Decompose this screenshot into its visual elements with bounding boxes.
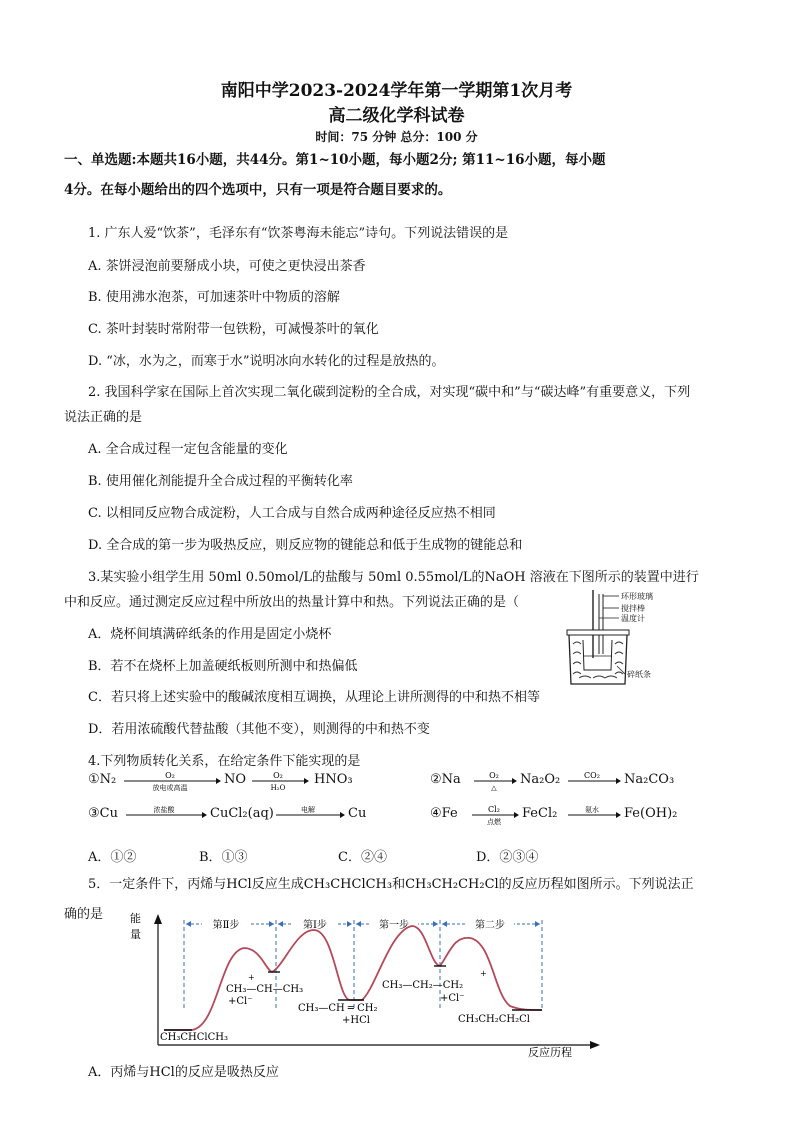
svg-text:放电或高温: 放电或高温 xyxy=(152,784,188,792)
svg-text:O₂: O₂ xyxy=(273,771,283,780)
svg-text:点燃: 点燃 xyxy=(487,818,501,826)
q4-r3-num: ③ xyxy=(88,806,100,821)
q1-option-a: A. 茶饼浸泡前要掰成小块，可使之更快浸出茶香 xyxy=(88,259,366,274)
q4-r4-num: ④ xyxy=(430,806,442,821)
q4-reaction-1 xyxy=(88,772,116,787)
species-s3b: +Cl⁻ xyxy=(440,993,465,1004)
q2-option-a: A. 全合成过程一定包含能量的变化 xyxy=(88,442,288,457)
q1-stem: 1. 广东人爱“饮茶”，毛泽东有“饮茶粤海未能忘”诗句。下列说法错误的是 xyxy=(88,226,509,241)
q4-r3-c: Cu xyxy=(348,806,367,821)
section-heading-line2: 4分。在每小题给出的四个选项中，只有一项是符合题目要求的。 xyxy=(64,182,452,198)
q4-r4-arrow1 xyxy=(470,804,520,826)
q4-option-d: D．②③④ xyxy=(476,850,539,865)
q4-reaction-4 xyxy=(430,806,458,821)
step-label-1: 第Ⅱ步 xyxy=(212,920,240,931)
q4-r4-c: Fe(OH)₂ xyxy=(624,806,678,821)
species-s2a: CH₃—CH ═ CH₂ xyxy=(298,1003,378,1014)
q1-option-d: D. “冰，水为之，而寒于水”说明冰向水转化的过程是放热的。 xyxy=(88,354,445,369)
q4-stem: 4.下列物质转化关系，在给定条件下能实现的是 xyxy=(88,754,361,769)
step-label-4: 第二步 xyxy=(475,920,505,931)
svg-text:O₂: O₂ xyxy=(489,771,499,780)
energy-profile-diagram xyxy=(128,908,608,1058)
q2-option-d: D. 全合成的第一步为吸热反应，则反应物的键能总和低于生成物的键能总和 xyxy=(88,538,523,553)
fig-label-paper: 碎纸条 xyxy=(627,670,651,679)
q1-option-b: B. 使用沸水泡茶，可加速茶叶中物质的溶解 xyxy=(88,290,340,305)
fig-label-stirrer1: 环形玻璃 xyxy=(621,592,653,601)
product-2: CH₃CH₂CH₂Cl xyxy=(458,1014,530,1025)
species-plus-1: + xyxy=(248,973,255,982)
q4-r2-num: ② xyxy=(430,772,442,787)
svg-text:电解: 电解 xyxy=(301,806,315,814)
q3-option-a: A．烧杯间填满碎纸条的作用是固定小烧杯 xyxy=(88,627,332,642)
y-axis-label-2: 量 xyxy=(130,928,141,941)
q3-stem-line1: 3.某实验小组学生用 50ml 0.50mol/L的盐酸与 50ml 0.55mol/L的NaOH 溶液在下图所示的装置中进行 xyxy=(88,570,699,585)
q3-option-d: D．若用浓硫酸代替盐酸（其他不变），则测得的中和热不变 xyxy=(88,722,430,737)
svg-text:△: △ xyxy=(491,784,497,792)
q3-stem-line2: 中和反应。通过测定反应过程中所放出的热量计算中和热。下列说法正确的是（ xyxy=(64,595,520,610)
q4-reaction-3 xyxy=(88,806,118,821)
y-axis-label-1: 能 xyxy=(130,912,141,925)
x-axis-label: 反应历程 xyxy=(528,1046,572,1058)
exam-meta: 时间：75 分钟 总分：100 分 xyxy=(315,130,478,144)
page-subtitle: 高二级化学科试卷 xyxy=(328,106,465,126)
q2-option-c: C. 以相同反应物合成淀粉，人工合成与自然合成两种途径反应热不相同 xyxy=(88,506,496,521)
species-plus-2: + xyxy=(480,969,487,978)
fig-label-thermometer: 温度计 xyxy=(621,614,645,623)
q1-option-c: C. 茶叶封装时常附带一包铁粉，可减慢茶叶的氧化 xyxy=(88,322,379,337)
q4-r1-num: ① xyxy=(88,772,100,787)
q5-stem-line2: 确的是 xyxy=(64,907,104,922)
svg-text:CO₂: CO₂ xyxy=(584,771,600,780)
species-s3a: CH₃—CH₂—CH₂ xyxy=(382,980,464,991)
section-heading-line1: 一、单选题:本题共16小题，共44分。第1~10小题，每小题2分; 第11~16小题，每小题 xyxy=(64,152,606,168)
step-label-3: 第一步 xyxy=(379,920,409,931)
fig-label-stirrer2: 搅拌棒 xyxy=(621,604,645,613)
species-s1b: +Cl⁻ xyxy=(228,996,253,1007)
q5-option-a: A．丙烯与HCl的反应是吸热反应 xyxy=(88,1065,279,1080)
page-title: 南阳中学2023-2024学年第一学期第1次月考 xyxy=(220,81,573,101)
q4-option-a: A．①② xyxy=(88,850,137,865)
svg-text:Cl₂: Cl₂ xyxy=(488,805,500,814)
q4-r2-a: Na xyxy=(441,772,461,787)
species-s2b: +HCl xyxy=(342,1015,370,1026)
q4-r1-arrow1 xyxy=(122,770,222,792)
species-s1a: CH₃—CH—CH₃ xyxy=(226,984,304,995)
q4-r2-arrow1 xyxy=(472,770,518,792)
svg-text:H₂O: H₂O xyxy=(270,784,286,792)
q4-r2-arrow2 xyxy=(566,770,622,792)
svg-text:氨水: 氨水 xyxy=(585,806,599,814)
q4-r3-b: CuCl₂(aq) xyxy=(210,806,274,821)
q4-r1-c: HNO₃ xyxy=(314,772,353,787)
q4-r1-b: NO xyxy=(224,772,247,787)
calorimeter-figure xyxy=(555,588,675,688)
q4-r2-c: Na₂CO₃ xyxy=(624,772,675,787)
q4-r4-a: Fe xyxy=(441,806,458,821)
q4-r1-a: N₂ xyxy=(99,772,117,787)
q4-r2-b: Na₂O₂ xyxy=(520,772,561,787)
q4-r4-b: FeCl₂ xyxy=(522,806,558,821)
q4-r1-arrow2 xyxy=(250,770,310,792)
step-label-2: 第Ⅰ步 xyxy=(303,920,327,931)
q2-option-b: B. 使用催化剂能提升全合成过程的平衡转化率 xyxy=(88,474,353,489)
q3-option-c: C．若只将上述实验中的酸碱浓度相互调换，从理论上讲所测得的中和热不相等 xyxy=(88,690,540,705)
q4-reaction-2 xyxy=(430,772,461,787)
q4-r3-arrow2 xyxy=(274,804,346,826)
svg-text:O₂: O₂ xyxy=(165,771,175,780)
q2-stem-line2: 说法正确的是 xyxy=(64,410,143,425)
product-1: CH₃CHClCH₃ xyxy=(160,1032,228,1043)
q4-r3-arrow1 xyxy=(124,804,208,826)
q4-r4-arrow2 xyxy=(566,804,622,826)
svg-text:浓盐酸: 浓盐酸 xyxy=(153,806,175,814)
q2-stem-line1: 2. 我国科学家在国际上首次实现二氧化碳到淀粉的全合成，对实现“碳中和”与“碳达峰”有重要意义，下列 xyxy=(88,385,691,400)
q3-option-b: B．若不在烧杯上加盖硬纸板则所测中和热偏低 xyxy=(88,659,358,674)
q4-option-b: B．①③ xyxy=(199,850,248,865)
q4-option-c: C．②④ xyxy=(338,850,387,865)
q5-stem-line1: 5．一定条件下，丙烯与HCl反应生成CH₃CHClCH₃和CH₃CH₂CH₂Cl的反应历程如图所示。下列说法正 xyxy=(88,877,694,892)
q4-r3-a: Cu xyxy=(99,806,118,821)
